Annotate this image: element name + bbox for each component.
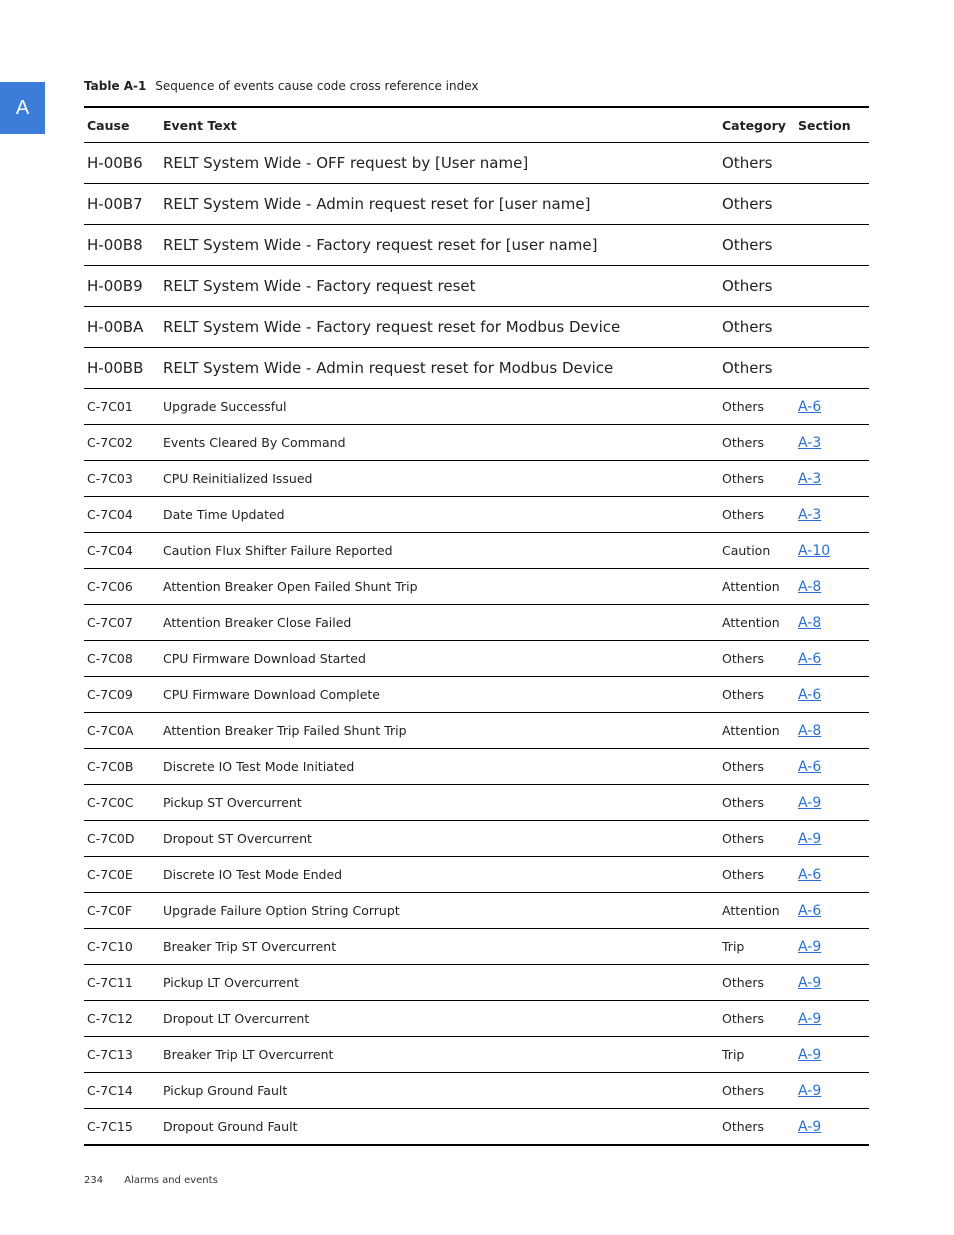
table-row [84,677,869,713]
table-row [84,348,869,389]
section-link[interactable]: A-6 [798,902,822,919]
cause-code-cell: C-7C03 [87,471,133,486]
section-link[interactable]: A-6 [798,398,822,415]
cause-code-cell: C-7C09 [87,687,133,702]
event-text-cell: CPU Firmware Download Started [163,651,366,666]
event-text-cell: Dropout LT Overcurrent [163,1011,310,1026]
table-row [84,857,869,893]
section-cell [795,713,869,749]
header-section: Section [798,117,851,133]
cause-code-cell: C-7C14 [87,1083,133,1098]
category-cell: Attention [722,615,780,630]
section-link[interactable]: A-8 [798,614,822,631]
page-footer [84,1175,218,1186]
section-link[interactable]: A-9 [798,1118,822,1135]
section-link[interactable]: A-3 [798,470,822,487]
table-row [84,143,869,184]
category-cell: Others [722,651,765,666]
category-cell: Others [722,795,765,810]
table-row [84,641,869,677]
table-row [84,605,869,641]
category-cell: Attention [722,903,780,918]
cause-code-cell: C-7C13 [87,1047,133,1062]
section-link[interactable]: A-6 [798,686,822,703]
section-link[interactable]: A-9 [798,830,822,847]
event-text-cell: Pickup LT Overcurrent [163,975,300,990]
table-row [84,225,869,266]
event-text-cell: Attention Breaker Open Failed Shunt Trip [163,579,418,594]
cause-code-table [84,106,869,1146]
table-row [84,821,869,857]
table-row [84,749,869,785]
section-cell [795,821,869,857]
appendix-tab-letter: A [15,96,30,119]
cause-code-cell: C-7C04 [87,507,133,522]
category-cell: Others [722,195,773,213]
section-cell [795,857,869,893]
event-text-cell: RELT System Wide - Admin request reset for Modbus Device [163,359,614,377]
category-cell: Trip [722,939,745,954]
table-row [84,266,869,307]
section-cell [795,348,869,389]
table-row [84,307,869,348]
table-row [84,893,869,929]
category-cell: Others [722,236,773,254]
event-text-cell: Attention Breaker Trip Failed Shunt Trip [163,723,407,738]
cause-code-cell: C-7C10 [87,939,133,954]
section-cell [795,785,869,821]
cause-code-cell: H-00B8 [87,236,143,254]
section-cell [795,461,869,497]
table-row [84,965,869,1001]
category-cell: Others [722,687,765,702]
table-row [84,713,869,749]
table-row [84,425,869,461]
section-cell [795,497,869,533]
event-text-cell: RELT System Wide - Factory request reset [163,277,476,295]
section-link[interactable]: A-3 [798,506,822,523]
cause-code-cell: C-7C0F [87,903,133,918]
table-row [84,497,869,533]
event-text-cell: RELT System Wide - Factory request reset for [user name] [163,236,598,254]
category-cell: Others [722,1011,765,1026]
section-cell [795,1001,869,1037]
section-link[interactable]: A-9 [798,794,822,811]
category-cell: Others [722,318,773,336]
category-cell: Others [722,1119,765,1134]
section-link[interactable]: A-8 [798,722,822,739]
section-link[interactable]: A-6 [798,758,822,775]
section-cell [795,225,869,266]
category-cell: Others [722,471,765,486]
category-cell: Others [722,435,765,450]
header-cause: Cause [87,117,130,133]
table-row [84,929,869,965]
section-cell [795,929,869,965]
category-cell: Attention [722,579,780,594]
category-cell: Attention [722,723,780,738]
cause-code-cell: C-7C08 [87,651,133,666]
section-cell [795,641,869,677]
table-caption-text: Sequence of events cause code cross reference index [155,79,479,93]
section-cell [795,1037,869,1073]
cause-code-cell: C-7C0E [87,867,133,882]
cause-code-cell: C-7C0C [87,795,134,810]
event-text-cell: RELT System Wide - Factory request reset for Modbus Device [163,318,621,336]
section-cell [795,569,869,605]
cause-code-cell: H-00B7 [87,195,143,213]
cause-code-cell: H-00BA [87,318,144,336]
event-text-cell: Pickup ST Overcurrent [163,795,302,810]
category-cell: Others [722,831,765,846]
section-link[interactable]: A-9 [798,938,822,955]
section-cell [795,266,869,307]
event-text-cell: RELT System Wide - Admin request reset for [user name] [163,195,591,213]
section-link[interactable]: A-10 [798,542,831,559]
section-cell [795,425,869,461]
event-text-cell: Dropout ST Overcurrent [163,831,312,846]
cause-code-cell: C-7C01 [87,399,133,414]
event-text-cell: Pickup Ground Fault [163,1083,288,1098]
event-text-cell: Upgrade Failure Option String Corrupt [163,903,400,918]
event-text-cell: Attention Breaker Close Failed [163,615,352,630]
cause-code-cell: C-7C02 [87,435,133,450]
table-caption [84,79,478,93]
section-cell [795,1109,869,1146]
category-cell: Others [722,759,765,774]
section-link[interactable]: A-3 [798,434,822,451]
section-link[interactable]: A-6 [798,650,822,667]
event-text-cell: Discrete IO Test Mode Initiated [163,759,355,774]
category-cell: Others [722,399,765,414]
category-cell: Others [722,867,765,882]
section-link[interactable]: A-8 [798,578,822,595]
cause-code-cell: C-7C12 [87,1011,133,1026]
table-row [84,389,869,425]
event-text-cell: RELT System Wide - OFF request by [User name] [163,154,529,172]
cause-code-cell: H-00BB [87,359,144,377]
section-link[interactable]: A-9 [798,1010,822,1027]
table-body [84,143,869,1146]
event-text-cell: Upgrade Successful [163,399,287,414]
category-cell: Others [722,507,765,522]
cause-code-cell: C-7C15 [87,1119,133,1134]
section-cell [795,677,869,713]
table-row [84,569,869,605]
event-text-cell: Date Time Updated [163,507,285,522]
table-row [84,1109,869,1146]
event-text-cell: Breaker Trip ST Overcurrent [163,939,337,954]
section-cell [795,307,869,348]
header-event-text: Event Text [163,117,237,133]
section-cell [795,143,869,184]
section-cell [795,533,869,569]
event-text-cell: Discrete IO Test Mode Ended [163,867,343,882]
section-link[interactable]: A-9 [798,1082,822,1099]
event-text-cell: Caution Flux Shifter Failure Reported [163,543,393,558]
table-row [84,461,869,497]
category-cell: Others [722,975,765,990]
category-cell: Others [722,277,773,295]
section-link[interactable]: A-9 [798,974,822,991]
cause-code-cell: C-7C0B [87,759,134,774]
cause-code-cell: C-7C07 [87,615,133,630]
page-number: 234 [84,1175,104,1186]
category-cell: Caution [722,543,771,558]
cause-code-cell: C-7C06 [87,579,133,594]
table-row [84,184,869,225]
table-row [84,785,869,821]
category-cell: Others [722,154,773,172]
section-cell [795,184,869,225]
event-text-cell: Events Cleared By Command [163,435,346,450]
section-cell [795,1073,869,1109]
section-cell [795,965,869,1001]
cause-code-cell: C-7C0A [87,723,134,738]
event-text-cell: CPU Firmware Download Complete [163,687,380,702]
category-cell: Others [722,359,773,377]
section-cell [795,893,869,929]
appendix-tab [0,82,45,134]
section-cell [795,605,869,641]
event-text-cell: Dropout Ground Fault [163,1119,298,1134]
header-category: Category [722,117,786,133]
table-row [84,1001,869,1037]
table-row [84,1037,869,1073]
footer-section-title: Alarms and events [124,1175,218,1186]
event-text-cell: CPU Reinitialized Issued [163,471,313,486]
category-cell: Trip [722,1047,745,1062]
cause-code-cell: H-00B9 [87,277,143,295]
cause-code-cell: C-7C11 [87,975,133,990]
section-link[interactable]: A-9 [798,1046,822,1063]
cause-code-cell: C-7C04 [87,543,133,558]
section-cell [795,389,869,425]
section-link[interactable]: A-6 [798,866,822,883]
section-cell [795,749,869,785]
category-cell: Others [722,1083,765,1098]
cause-code-cell: H-00B6 [87,154,143,172]
table-header-row [84,107,869,143]
cause-code-cell: C-7C0D [87,831,135,846]
table-row [84,1073,869,1109]
event-text-cell: Breaker Trip LT Overcurrent [163,1047,334,1062]
table-caption-label: Table A-1 [84,79,147,93]
table-row [84,533,869,569]
